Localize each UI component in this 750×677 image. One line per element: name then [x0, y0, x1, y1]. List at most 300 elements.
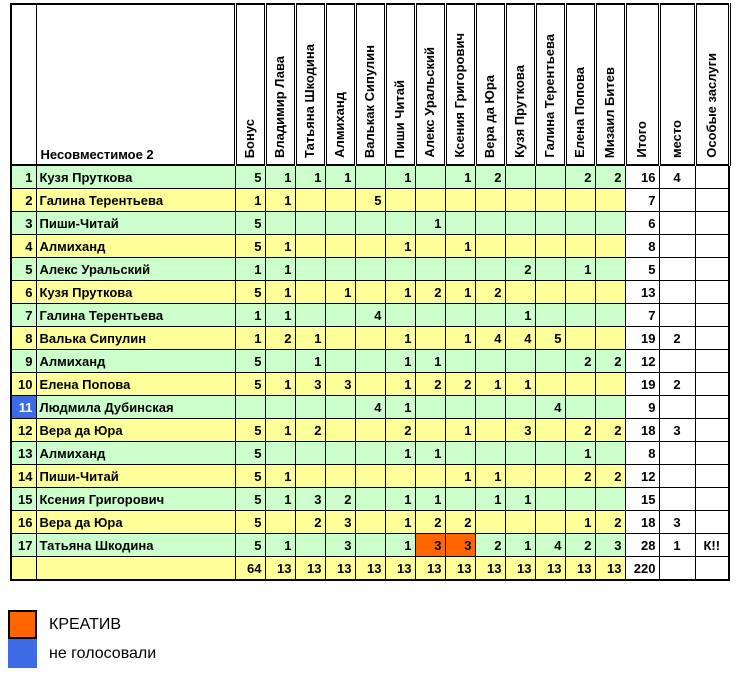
score-cell: 2 [445, 511, 475, 534]
score-cell [535, 511, 565, 534]
score-cell [295, 189, 325, 212]
column-total-cell: 13 [595, 557, 625, 581]
score-cell [595, 442, 625, 465]
score-cell: 1 [265, 419, 295, 442]
merit-cell [695, 212, 729, 235]
participant-name-cell: Елена Попова [36, 373, 235, 396]
score-cell: 2 [475, 534, 505, 557]
score-cell: 3 [415, 534, 445, 557]
row-number-cell [11, 557, 36, 581]
column-header [385, 4, 415, 165]
score-cell: 2 [415, 373, 445, 396]
row-number-cell: 1 [11, 165, 36, 189]
score-cell: 3 [505, 419, 535, 442]
column-header [565, 4, 595, 165]
column-header [235, 4, 265, 165]
score-cell [445, 396, 475, 419]
total-cell: 6 [625, 212, 659, 235]
score-cell [475, 189, 505, 212]
score-cell [535, 212, 565, 235]
score-cell [595, 327, 625, 350]
score-cell: 1 [265, 373, 295, 396]
score-cell: 1 [445, 165, 475, 189]
total-cell: 7 [625, 304, 659, 327]
score-cell [445, 350, 475, 373]
table-row [11, 235, 729, 258]
score-cell [325, 419, 355, 442]
column-header-label: Владимир Лава [272, 55, 288, 158]
score-cell [265, 212, 295, 235]
table-row [11, 511, 729, 534]
column-total-cell: 13 [445, 557, 475, 581]
table-row [11, 350, 729, 373]
column-total-cell: 13 [295, 557, 325, 581]
row-number-cell: 8 [11, 327, 36, 350]
score-cell [355, 419, 385, 442]
score-cell [355, 350, 385, 373]
score-cell: 2 [475, 165, 505, 189]
score-cell [475, 419, 505, 442]
score-cell [535, 465, 565, 488]
header-row [11, 4, 729, 165]
score-cell [295, 396, 325, 419]
table-row [11, 442, 729, 465]
row-number-cell: 7 [11, 304, 36, 327]
totals-row [11, 557, 729, 581]
row-number-cell: 3 [11, 212, 36, 235]
total-cell: 8 [625, 442, 659, 465]
score-cell [565, 488, 595, 511]
score-cell [535, 235, 565, 258]
legend-label-creative: КРЕАТИВ [49, 615, 122, 633]
score-cell [505, 165, 535, 189]
column-header [535, 4, 565, 165]
score-cell [325, 212, 355, 235]
score-cell: 1 [235, 258, 265, 281]
score-cell: 2 [565, 465, 595, 488]
score-cell: 3 [325, 373, 355, 396]
score-cell [415, 165, 445, 189]
score-cell: 1 [265, 488, 295, 511]
score-cell: 1 [445, 281, 475, 304]
score-cell: 5 [235, 350, 265, 373]
score-cell [535, 189, 565, 212]
score-cell [535, 258, 565, 281]
score-cell [535, 304, 565, 327]
table-row [11, 396, 729, 419]
score-cell: 3 [445, 534, 475, 557]
score-cell: 1 [475, 373, 505, 396]
score-cell: 1 [265, 235, 295, 258]
score-cell [265, 511, 295, 534]
legend-label-not-voted: не голосовали [49, 644, 157, 662]
row-number-header [11, 4, 36, 165]
score-cell: 1 [265, 189, 295, 212]
score-cell [265, 396, 295, 419]
score-cell [355, 212, 385, 235]
merit-cell [695, 442, 729, 465]
column-header [325, 4, 355, 165]
place-cell: 3 [659, 511, 695, 534]
score-cell: 1 [295, 327, 325, 350]
score-cell [265, 350, 295, 373]
row-number-cell: 16 [11, 511, 36, 534]
score-cell: 2 [415, 511, 445, 534]
score-cell [475, 511, 505, 534]
score-cell: 1 [445, 235, 475, 258]
score-cell [325, 258, 355, 281]
score-cell [595, 235, 625, 258]
score-cell [385, 304, 415, 327]
score-cell: 1 [565, 442, 595, 465]
participant-name-cell: Алмиханд [36, 235, 235, 258]
score-cell: 1 [475, 465, 505, 488]
score-cell [445, 442, 475, 465]
merit-cell: К!! [695, 534, 729, 557]
score-cell [505, 350, 535, 373]
score-cell [415, 396, 445, 419]
score-cell [595, 488, 625, 511]
score-cell [415, 304, 445, 327]
score-cell [505, 212, 535, 235]
merit-cell [695, 396, 729, 419]
score-cell: 3 [295, 373, 325, 396]
total-cell: 16 [625, 165, 659, 189]
column-total-cell: 13 [265, 557, 295, 581]
participant-name-cell: Татьяна Шкодина [36, 534, 235, 557]
score-cell [325, 442, 355, 465]
score-cell: 1 [265, 258, 295, 281]
legend-item-not-voted [8, 639, 156, 668]
row-number-cell: 17 [11, 534, 36, 557]
total-cell: 9 [625, 396, 659, 419]
score-cell: 1 [445, 419, 475, 442]
score-cell: 2 [505, 258, 535, 281]
place-cell [659, 281, 695, 304]
merit-cell [695, 419, 729, 442]
score-cell: 1 [505, 304, 535, 327]
score-cell [325, 396, 355, 419]
score-cell [595, 212, 625, 235]
score-cell [355, 165, 385, 189]
merit-cell [695, 511, 729, 534]
score-cell: 2 [595, 165, 625, 189]
place-cell [659, 304, 695, 327]
score-cell [565, 235, 595, 258]
score-cell: 1 [235, 327, 265, 350]
merit-cell [695, 304, 729, 327]
table-row [11, 212, 729, 235]
score-cell [385, 212, 415, 235]
participant-name-cell: Галина Терентьева [36, 189, 235, 212]
place-cell [659, 396, 695, 419]
table-row [11, 258, 729, 281]
participant-name-cell: Кузя Пруткова [36, 281, 235, 304]
column-header [445, 4, 475, 165]
column-header-label: Бонус [242, 118, 258, 158]
column-header [475, 4, 505, 165]
score-cell [325, 189, 355, 212]
score-cell: 1 [385, 396, 415, 419]
score-cell [355, 281, 385, 304]
score-cell: 3 [295, 488, 325, 511]
score-cell: 5 [235, 373, 265, 396]
table-row [11, 281, 729, 304]
merit-cell [695, 189, 729, 212]
score-cell [295, 212, 325, 235]
score-cell: 5 [235, 511, 265, 534]
participant-name-cell: Галина Терентьева [36, 304, 235, 327]
score-cell: 1 [385, 534, 415, 557]
merit-cell [695, 165, 729, 189]
score-cell: 2 [595, 419, 625, 442]
score-cell: 4 [505, 327, 535, 350]
score-cell [595, 258, 625, 281]
score-cell [535, 350, 565, 373]
score-cell [475, 350, 505, 373]
row-number-cell: 12 [11, 419, 36, 442]
merit-cell [695, 281, 729, 304]
score-cell [265, 442, 295, 465]
score-cell: 2 [475, 281, 505, 304]
score-cell [415, 419, 445, 442]
row-number-cell: 4 [11, 235, 36, 258]
column-header-label: Итого [634, 121, 650, 158]
participant-name-cell [36, 557, 235, 581]
score-cell: 2 [595, 350, 625, 373]
merit-cell [695, 350, 729, 373]
column-header-label: Галина Терентьева [542, 34, 558, 158]
score-cell: 1 [385, 373, 415, 396]
score-cell [235, 396, 265, 419]
score-cell: 5 [235, 419, 265, 442]
score-cell: 5 [235, 212, 265, 235]
score-cell [505, 281, 535, 304]
score-cell [295, 281, 325, 304]
row-number-cell: 9 [11, 350, 36, 373]
column-total-cell: 13 [565, 557, 595, 581]
column-header [625, 4, 659, 165]
table-row [11, 419, 729, 442]
place-cell: 1 [659, 534, 695, 557]
score-cell: 1 [385, 350, 415, 373]
total-cell: 13 [625, 281, 659, 304]
column-header-label: Мизаил Битев [602, 66, 618, 158]
score-cell [595, 396, 625, 419]
column-header-label: Особые заслуги [704, 53, 720, 158]
table-row [11, 189, 729, 212]
score-cell: 1 [265, 534, 295, 557]
score-cell: 1 [505, 488, 535, 511]
participant-name-cell: Алмиханд [36, 350, 235, 373]
score-cell [505, 442, 535, 465]
score-cell: 1 [415, 442, 445, 465]
place-cell: 2 [659, 327, 695, 350]
score-cell: 2 [595, 511, 625, 534]
score-cell: 1 [415, 212, 445, 235]
score-cell: 1 [505, 373, 535, 396]
score-cell: 1 [565, 511, 595, 534]
participant-name-cell: Вера да Юра [36, 419, 235, 442]
participant-name-cell: Ксения Григорович [36, 488, 235, 511]
place-cell: 4 [659, 165, 695, 189]
score-cell [295, 534, 325, 557]
place-cell [659, 465, 695, 488]
total-cell: 18 [625, 419, 659, 442]
merit-cell [695, 488, 729, 511]
score-cell [325, 235, 355, 258]
score-cell [415, 235, 445, 258]
score-cell: 2 [595, 465, 625, 488]
participant-name-cell: Валька Сипулин [36, 327, 235, 350]
score-cell [295, 235, 325, 258]
score-cell [505, 465, 535, 488]
column-header-label: Кузя Пруткова [512, 65, 528, 158]
column-header [355, 4, 385, 165]
score-cell: 2 [295, 419, 325, 442]
score-cell [355, 258, 385, 281]
score-cell: 1 [475, 488, 505, 511]
legend-item-creative [8, 610, 156, 639]
score-cell [325, 465, 355, 488]
score-cell: 3 [595, 534, 625, 557]
table-row [11, 488, 729, 511]
score-cell: 1 [385, 281, 415, 304]
column-header-label: Пиши Читай [392, 79, 408, 158]
merit-cell [695, 373, 729, 396]
column-header [265, 4, 295, 165]
score-cell: 5 [235, 534, 265, 557]
total-cell: 19 [625, 373, 659, 396]
score-cell [385, 465, 415, 488]
total-cell: 28 [625, 534, 659, 557]
total-cell: 5 [625, 258, 659, 281]
score-cell [565, 304, 595, 327]
merit-cell [695, 235, 729, 258]
score-cell [415, 465, 445, 488]
score-cell [445, 488, 475, 511]
total-cell: 12 [625, 350, 659, 373]
row-number-cell: 5 [11, 258, 36, 281]
score-cell [355, 534, 385, 557]
score-cell: 1 [385, 235, 415, 258]
total-cell: 7 [625, 189, 659, 212]
column-header-label: Татьяна Шкодина [302, 44, 318, 158]
score-cell [565, 327, 595, 350]
score-cell [505, 189, 535, 212]
score-cell [565, 373, 595, 396]
score-cell: 5 [235, 281, 265, 304]
score-cell [535, 442, 565, 465]
score-cell [535, 488, 565, 511]
column-total-cell: 13 [355, 557, 385, 581]
column-total-cell: 13 [505, 557, 535, 581]
score-cell: 2 [565, 165, 595, 189]
place-cell: 2 [659, 373, 695, 396]
score-cell [415, 189, 445, 212]
score-cell [475, 304, 505, 327]
column-header-label: Вера да Юра [482, 74, 498, 158]
score-cell: 2 [295, 511, 325, 534]
score-cell: 1 [385, 165, 415, 189]
participant-name-cell: Алекс Уральский [36, 258, 235, 281]
grand-total-cell: 220 [625, 557, 659, 581]
score-cell: 2 [385, 419, 415, 442]
column-total-cell: 13 [325, 557, 355, 581]
score-cell [475, 235, 505, 258]
score-cell: 2 [415, 281, 445, 304]
score-cell [385, 189, 415, 212]
score-cell: 5 [235, 465, 265, 488]
score-cell [565, 212, 595, 235]
score-cell: 2 [565, 419, 595, 442]
column-header-label: Ксения Григорович [452, 33, 468, 158]
place-cell [659, 189, 695, 212]
score-cell: 1 [415, 488, 445, 511]
row-number-cell: 11 [11, 396, 36, 419]
row-number-cell: 15 [11, 488, 36, 511]
place-cell [659, 235, 695, 258]
score-cell: 1 [385, 442, 415, 465]
score-cell: 3 [325, 511, 355, 534]
total-cell: 12 [625, 465, 659, 488]
merit-cell [695, 557, 729, 581]
column-total-cell: 13 [475, 557, 505, 581]
column-header-label: Валькак Сипулин [362, 44, 378, 158]
score-cell [475, 442, 505, 465]
column-header [415, 4, 445, 165]
score-cell [505, 235, 535, 258]
score-cell [355, 373, 385, 396]
column-total-cell: 64 [235, 557, 265, 581]
score-cell: 1 [265, 281, 295, 304]
score-cell [445, 189, 475, 212]
score-cell: 1 [295, 350, 325, 373]
score-cell [355, 327, 385, 350]
score-cell: 2 [265, 327, 295, 350]
row-number-cell: 2 [11, 189, 36, 212]
score-cell [595, 189, 625, 212]
score-cell: 5 [355, 189, 385, 212]
score-cell: 2 [565, 350, 595, 373]
score-cell [565, 281, 595, 304]
score-cell: 3 [325, 534, 355, 557]
score-cell [595, 281, 625, 304]
participant-name-cell: Пиши-Читай [36, 465, 235, 488]
score-cell: 2 [445, 373, 475, 396]
score-cell [565, 189, 595, 212]
score-cell: 1 [505, 534, 535, 557]
score-cell [325, 350, 355, 373]
row-number-cell: 14 [11, 465, 36, 488]
column-total-cell: 13 [535, 557, 565, 581]
score-cell: 1 [235, 304, 265, 327]
score-cell: 5 [235, 442, 265, 465]
score-cell [355, 442, 385, 465]
score-cell [295, 442, 325, 465]
table-title: Несовместимое 2 [36, 4, 235, 165]
legend [8, 610, 156, 668]
score-cell: 4 [475, 327, 505, 350]
score-cell: 1 [565, 258, 595, 281]
score-cell: 1 [295, 165, 325, 189]
score-cell [535, 373, 565, 396]
voting-results-table [10, 3, 731, 581]
table-row [11, 327, 729, 350]
score-cell: 1 [385, 327, 415, 350]
not-voted-color-swatch [8, 639, 37, 668]
score-cell: 1 [325, 165, 355, 189]
